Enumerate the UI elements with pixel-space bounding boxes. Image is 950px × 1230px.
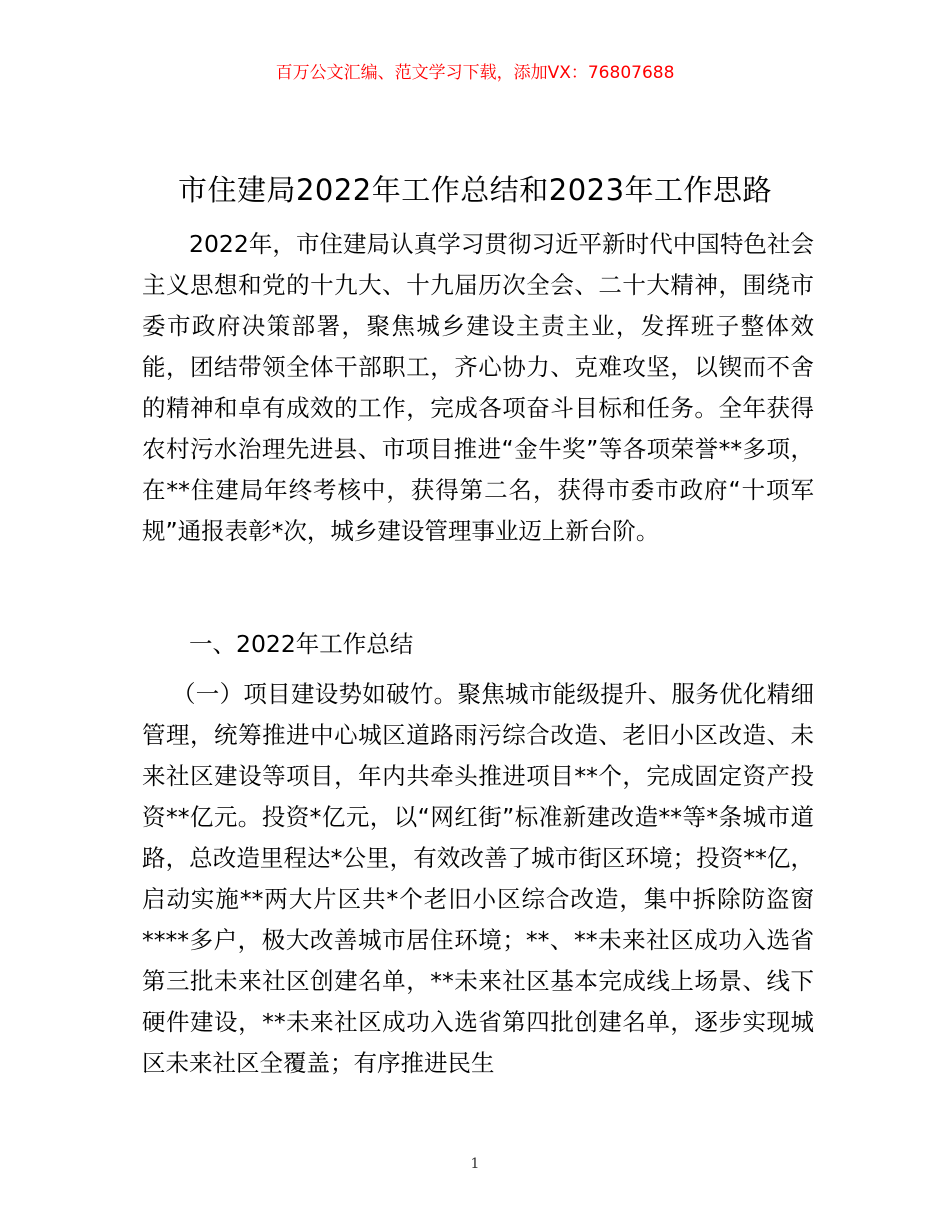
section-heading: 一、2022年工作总结 xyxy=(189,630,414,658)
intro-paragraph: 2022年，市住建局认真学习贯彻习近平新时代中国特色社会主义思想和党的十九大、十九届历次全会、二十大精神，围绕市委市政府决策部署，聚焦城乡建设主责主业，发挥班子整体效能，团结带领全体干部职工，齐心协力、克难攻坚，以锲而不舍的精神和卓有成效的工作，完成各项奋斗目标和任务。全年获得农村污水治理先进县、市项目推进“金牛奖”等各项荣誉**多项，在**住建局年终考核中，获得第二名，获得市委市政府“十项军规”通报表彰*次，城乡建设管理事业迈上新台阶。 xyxy=(142,230,814,545)
subsection-paragraph: （一）项目建设势如破竹。聚焦城市能级提升、服务优化精细管理，统筹推进中心城区道路雨污综合改造、老旧小区改造、未来社区建设等项目，年内共牵头推进项目**个，完成固定资产投资**亿元。投资*亿元，以“网红街”标准新建改造**等*条城市道路，总改造里程达*公里，有效改善了城市街区环境；投资**亿，启动实施**两大片区共*个老旧小区综合改造，集中拆除防盗窗****多户，极大改善城市居住环境；**、**未来社区成功入选省第三批未来社区创建名单，**未来社区基本完成线上场景、线下硬件建设，**未来社区成功入选省第四批创建名单，逐步实现城区未来社区全覆盖；有序推进民生 xyxy=(142,680,814,1077)
document-title: 市住建局2022年工作总结和2023年工作思路 xyxy=(177,173,773,207)
page-number: 1 xyxy=(470,1156,480,1172)
header-advertisement: 百万公文汇编、范文学习下载，添加VX：76807688 xyxy=(275,63,675,83)
